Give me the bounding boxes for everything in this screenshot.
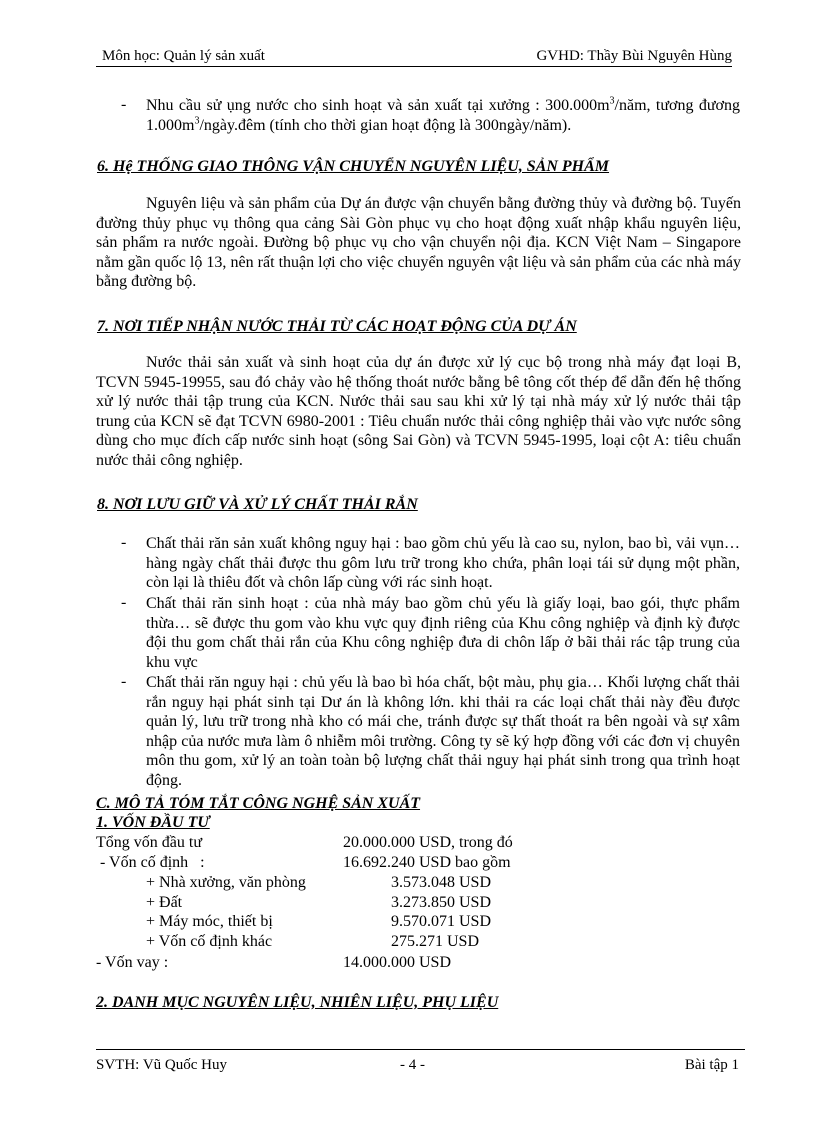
- section-c-heading: C. MÔ TẢ TÓM TẮT CÔNG NGHỆ SẢN XUẤT: [96, 795, 421, 812]
- bullet-marker: -: [121, 594, 127, 611]
- page-header: [96, 46, 732, 67]
- section-7-body: Nước thải sản xuất và sinh hoạt của dự án được xử lý cục bộ trong nhà máy đạt loại B, TCVN 5945-19955, sau đó chảy vào hệ thống thoát nước bằng bê tông cốt thép để dẫn đến hệ thống xử lý nước thải tập trung của KCN. Nước thải sau sau khi xử lý tại nhà máy xử lý nước thải tập trung của KCN sẽ đạt TCVN 6980-2001 : Tiêu chuẩn nước thải công nghiệp thải vào vực nước sông dùng cho mục đích cấp nước sinh hoạt (sông Sai Gòn) và TCVN 5945-1995, loại cột A: tiêu chuẩn nước thải công nghiệp.: [96, 354, 741, 469]
- superscript-cubic: 3: [609, 95, 615, 107]
- capital-value: 9.570.071 USD: [391, 913, 492, 930]
- capital-value: 20.000.000 USD, trong đó: [343, 834, 513, 851]
- water-demand-bullet: [146, 96, 740, 135]
- bullet-marker: -: [121, 96, 127, 113]
- capital-value: 3.573.048 USD: [391, 874, 492, 891]
- footer-divider: [96, 1049, 745, 1050]
- section-7-heading: 7. NƠI TIẾP NHẬN NƯỚC THẢI TỪ CÁC HOẠT ĐỘNG CỦA DỰ ÁN: [97, 318, 577, 335]
- materials-list-heading: 2. DANH MỤC NGUYÊN LIỆU, NHIÊN LIỆU, PHỤ LIỆU: [96, 994, 499, 1011]
- student-name: SVTH: Vũ Quốc Huy: [96, 1057, 227, 1073]
- capital-label: + Vốn cố định khác: [146, 933, 273, 950]
- page-number: - 4 -: [400, 1057, 425, 1073]
- capital-value: 16.692.240 USD bao gồm: [343, 854, 511, 871]
- capital-value: 14.000.000 USD: [343, 954, 452, 971]
- solid-waste-bullet-2: Chất thải răn sinh hoạt : của nhà máy bao gồm chủ yếu là giấy loại, bao gói, thực phẩm thừa… sẽ được thu gom vào khu vực quy định riêng của Khu công nghiệp và định kỳ được đội thu gom chất thải rắn của Khu công nghiệp đưa di chôn lấp ở bãi thải rác tập trung của khu vực: [146, 595, 740, 671]
- capital-label: + Đất: [146, 894, 183, 911]
- capital-value: 275.271 USD: [391, 933, 480, 950]
- page-footer: [96, 1057, 745, 1077]
- section-6-body: Nguyên liệu và sản phẩm của Dự án được vận chuyển bằng đường thủy và đường bộ. Tuyến đường thủy phục vụ thông qua cảng Sài Gòn phục vụ cho hoạt động xuất nhập khẩu nguyên liệu, sản phẩm ra nước ngoài. Đường bộ phục vụ cho vận chuyển nội địa. KCN Việt Nam – Singapore nằm gần quốc lộ 13, nên rất thuận lợi cho việc chuyển nguyên vật liệu và sản phẩm của các nhà máy bằng đường bộ.: [96, 195, 741, 291]
- water-demand-text-3: /ngày.đêm (tính cho thời gian hoạt động là 300ngày/năm).: [199, 116, 572, 134]
- section-8-heading: 8. NƠI LƯU GIỮ VÀ XỬ LÝ CHẤT THẢI RẮN: [97, 496, 418, 513]
- capital-label: + Máy móc, thiết bị: [146, 913, 273, 930]
- water-demand-text-2: /năm, tương đương 1.000m: [146, 97, 741, 134]
- capital-label: Tổng vốn đầu tư: [96, 834, 202, 851]
- capital-label: - Vốn vay :: [96, 954, 169, 971]
- instructor-name: GVHD: Thầy Bùi Nguyên Hùng: [536, 48, 732, 64]
- bullet-marker: -: [121, 534, 127, 551]
- capital-label: + Nhà xưởng, văn phòng: [146, 874, 306, 891]
- solid-waste-bullet-3: Chất thải răn nguy hại : chủ yếu là bao bì hóa chất, bột màu, phụ gia… Khối lượng chất thải rắn nguy hại phát sinh tại Dư án là không lớn. khi thải ra các loại chất thải này đều được quản lý, lưu trữ trong nhà kho có mái che, tránh được sự thất thoát ra bên ngoài và sự xâm nhập của nước mưa làm ô nhiễm môi trường. Công ty sẽ ký hợp đồng với các đơn vị chuyên môn thu gom, xử lý an toàn toàn bộ lượng chất thải nguy hại phát sinh trong qua trình hoạt động.: [146, 674, 740, 789]
- water-demand-text-1: Nhu cầu sử ụng nước cho sinh hoạt và sản xuất tại xưởng : 300.000m: [146, 97, 610, 114]
- bullet-marker: -: [121, 673, 127, 690]
- investment-capital-heading: 1. VỐN ĐẦU TƯ: [96, 814, 210, 831]
- capital-label: - Vốn cố định :: [96, 854, 205, 871]
- assignment-label: Bài tập 1: [684, 1057, 739, 1073]
- superscript-cubic: 3: [194, 115, 200, 127]
- capital-value: 3.273.850 USD: [391, 894, 492, 911]
- solid-waste-bullet-1: Chất thải răn sản xuất không nguy hại : bao gồm chủ yếu là cao su, nylon, bao bì, vải vụn…hàng ngày chất thải được thu gôm lưu trữ trong kho chứa, phân loại tái sử dụng một phần, còn lại là thiêu đốt và chôn lấp cùng với rác sinh hoạt.: [146, 535, 740, 592]
- course-name: Môn học: Quản lý sản xuất: [102, 48, 265, 64]
- section-6-heading: 6. Hệ THỐNG GIAO THÔNG VẬN CHUYỂN NGUYÊN LIỆU, SẢN PHẨM: [97, 158, 610, 175]
